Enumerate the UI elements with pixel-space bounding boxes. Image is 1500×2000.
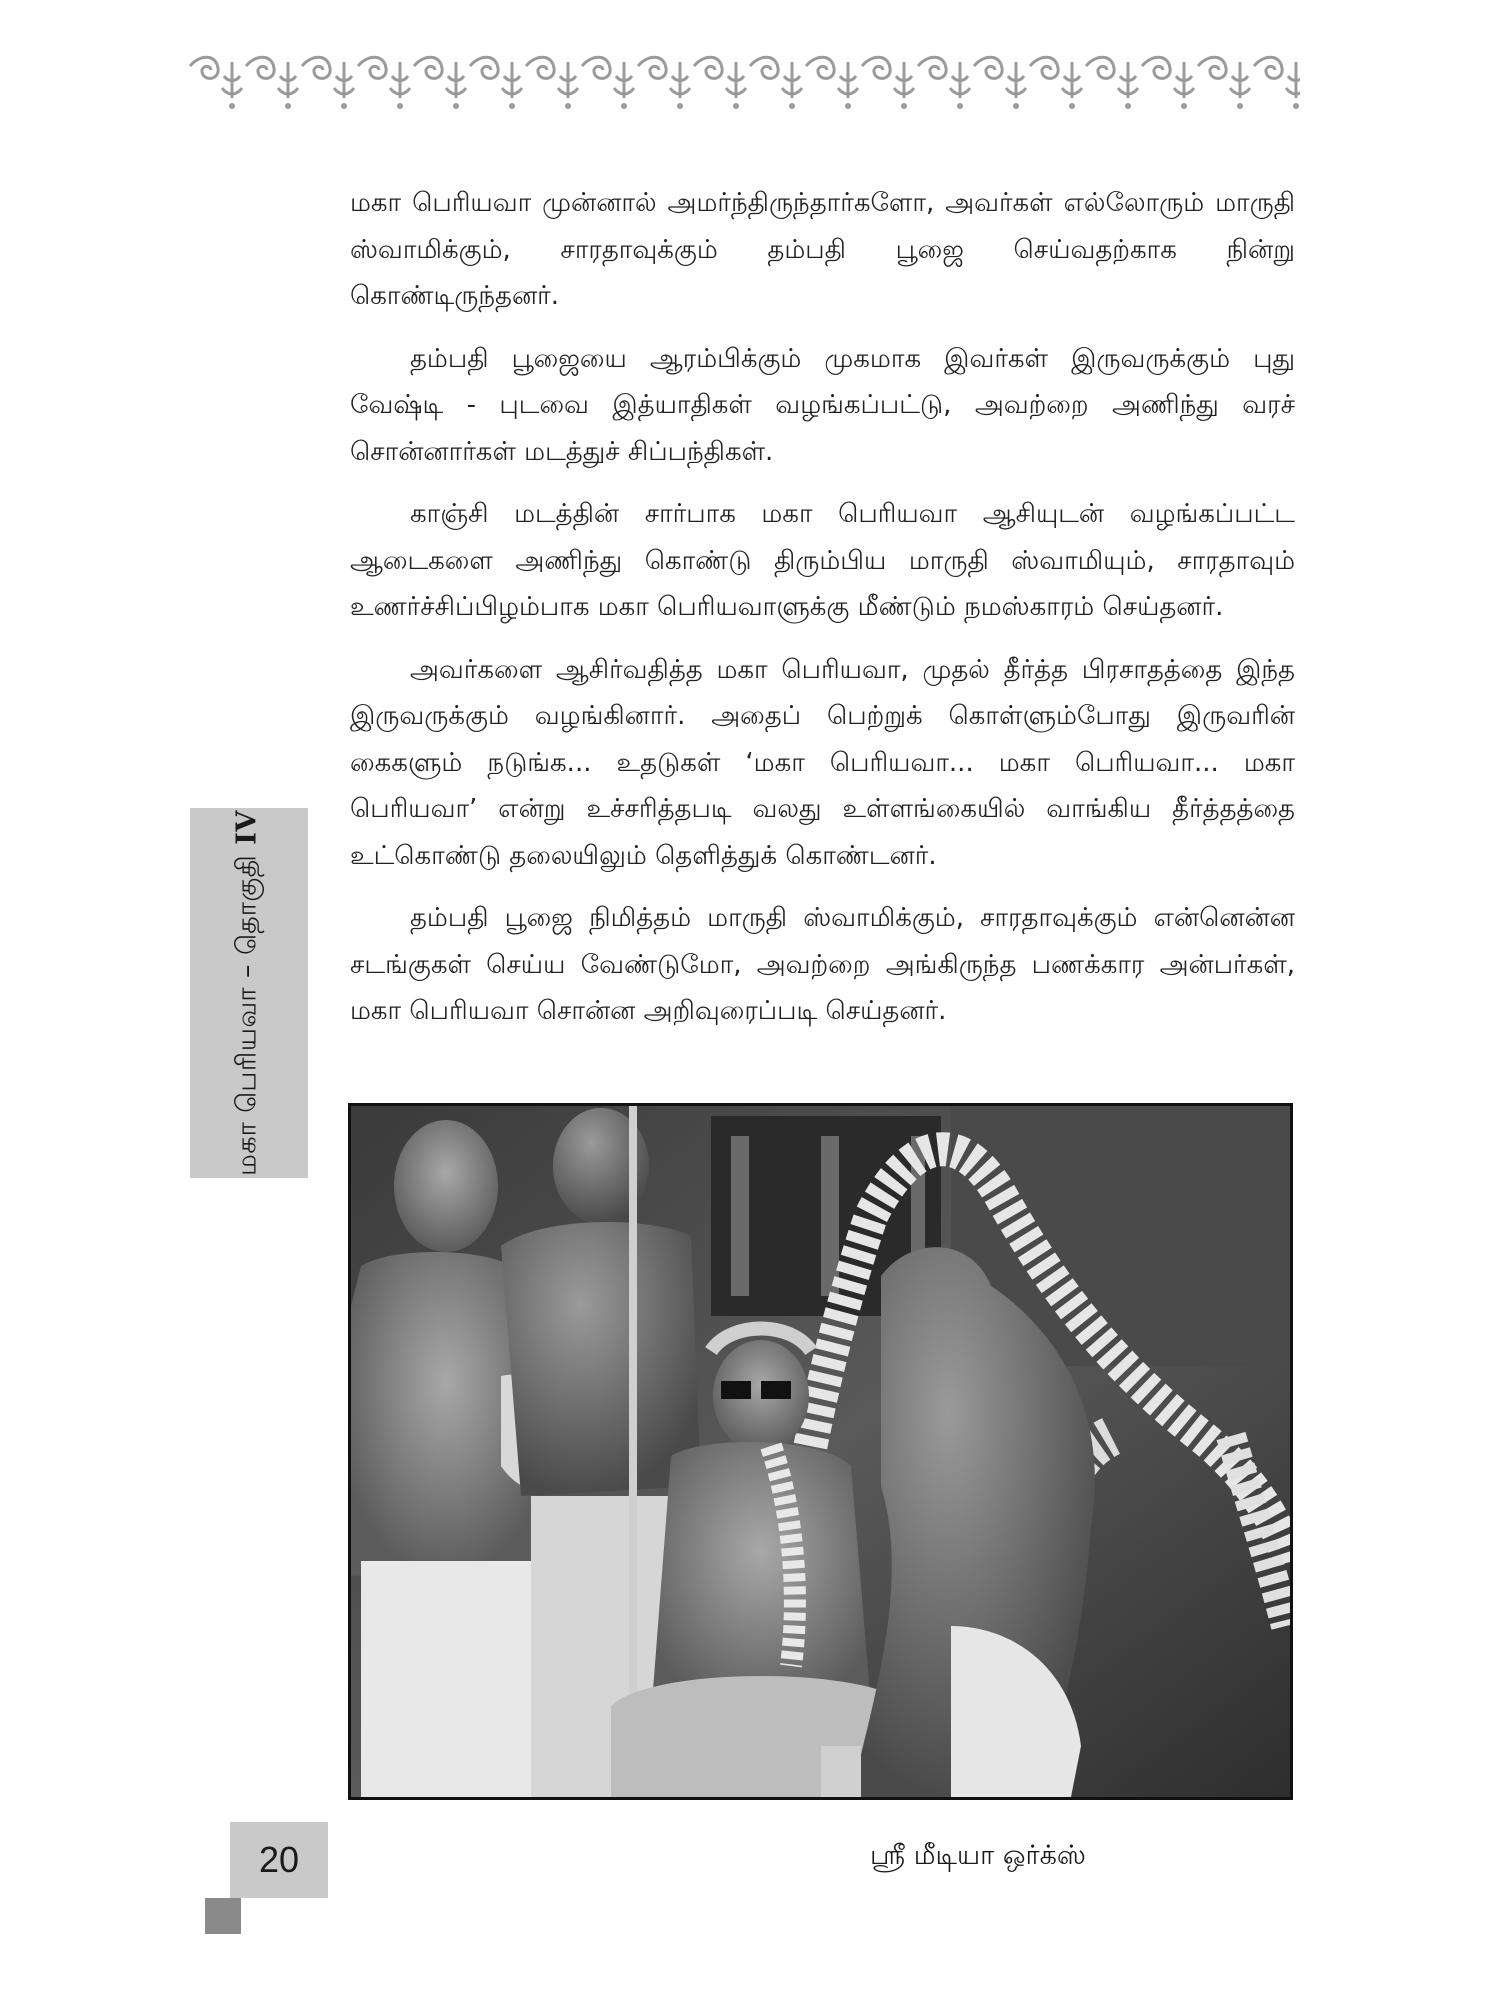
ornament-motif [750, 57, 802, 109]
side-tab-label [232, 810, 267, 1176]
ornament-motif [470, 57, 522, 109]
body-text [350, 180, 1295, 1051]
series-title: மகா பெரியவா – தொகுதி [231, 854, 263, 1176]
publisher-name: ஸ்ரீ மீடியா ஒர்க்ஸ் [870, 1840, 1086, 1871]
photograph-icon [351, 1106, 1290, 1797]
ornament-motif [694, 57, 746, 109]
ornament-motif [526, 57, 578, 109]
ornament-motif [1198, 57, 1250, 109]
volume-number: IV [231, 810, 263, 845]
ornament-motif [1142, 57, 1194, 109]
ornament-motif [974, 57, 1026, 109]
page-number: 20 [258, 1839, 300, 1880]
ornament-motif [302, 57, 354, 109]
page-corner-square [205, 1898, 241, 1934]
ornament-motif [862, 57, 914, 109]
ornament-motif [1254, 57, 1300, 109]
ornament-motif [918, 57, 970, 109]
ornament-motif [638, 57, 690, 109]
paragraph-3: காஞ்சி மடத்தின் சார்பாக மகா பெரியவா ஆசியுடன் வழங்கப்பட்ட ஆடைகளை அணிந்து கொண்டு திரும்பிய மாருதி ஸ்வாமியும், சாரதாவும் உணர்ச்சிப்பிழம்பாக மகா பெரியவாளுக்கு மீண்டும் நமஸ்காரம் செய்தனர். [350, 499, 1295, 622]
paragraph-2: தம்பதி பூஜையை ஆரம்பிக்கும் முகமாக இவர்கள் இருவருக்கும் புது வேஷ்டி - புடவை இத்யாதிகள் வழங்கப்பட்டு, அவற்றை அணிந்து வரச் சொன்னார்கள் மடத்துச் சிப்பந்திகள். [350, 343, 1295, 467]
ornament-motif [582, 57, 634, 109]
photograph [348, 1103, 1293, 1800]
paragraph-5: தம்பதி பூஜை நிமித்தம் மாருதி ஸ்வாமிக்கும், சாரதாவுக்கும் என்னென்ன சடங்குகள் செய்ய வேண்டுமோ, அவற்றை அங்கிருந்த பணக்கார அன்பர்கள், மகா பெரியவா சொன்ன அறிவுரைப்படி செய்தனர். [350, 903, 1295, 1026]
paragraph-4: அவர்களை ஆசிர்வதித்த மகா பெரியவா, முதல் தீர்த்த பிரசாதத்தை இந்த இருவருக்கும் வழங்கினார். அதைப் பெற்றுக் கொள்ளும்போது இருவரின் கைகளும் நடுங்க... உதடுகள் ‘மகா பெரியவா... மகா பெரியவா... மகா பெரியவா’ என்று உச்சரித்தபடி வலது உள்ளங்கையில் வாங்கிய தீர்த்தத்தை உட்கொண்டு தலையிலும் தெளித்துக் கொண்டனர். [350, 654, 1295, 871]
ornament-motif [1086, 57, 1138, 109]
ornament-motif [246, 57, 298, 109]
ornament-motif [190, 57, 242, 109]
ornament-motif [1030, 57, 1082, 109]
decorative-border-icon [180, 52, 1300, 114]
paragraph-1: மகா பெரியவா முன்னால் அமர்ந்திருந்தார்களோ, அவர்கள் எல்லோரும் மாருதி ஸ்வாமிக்கும், சாரதாவுக்கும் தம்பதி பூஜை செய்வதற்காக நின்று கொண்டிருந்தனர். [350, 188, 1295, 311]
ornament-motif [806, 57, 858, 109]
ornament-motif [358, 57, 410, 109]
ornament-motif [414, 57, 466, 109]
